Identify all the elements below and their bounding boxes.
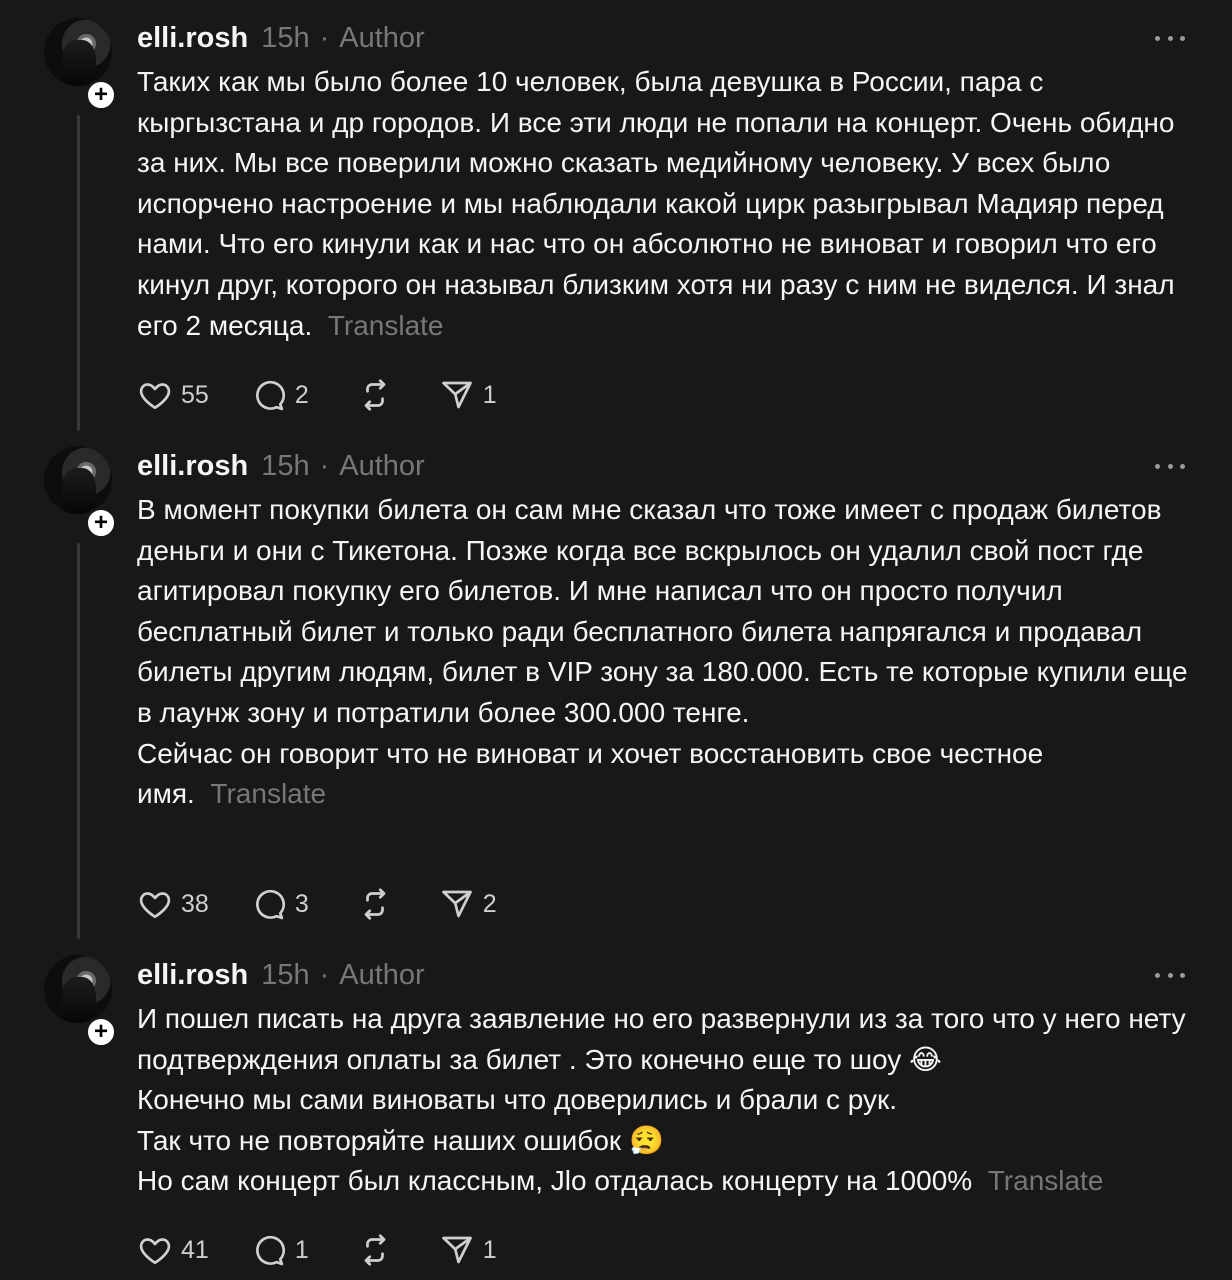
post-line: В момент покупки билета он сам мне сказал что тоже имеет с продаж билетов деньги и они с Тикетона. Позже когда все вскрылось он удалил свой пост где агитировал покупку его билетов. И мне написал что он просто получил бесплатный билет и только ради бесплатного билета напрягался и продавал билеты другим людям, билет в VIP зону за 180.000. Есть те которые купили еще в лаунж зону и потратили более 300.000 тенге.: [137, 494, 1188, 728]
translate-link[interactable]: Translate: [327, 309, 444, 341]
repost-button[interactable]: [357, 886, 393, 922]
thread-line: [77, 543, 80, 939]
post-actions: [137, 884, 497, 924]
separator: ·: [319, 21, 330, 54]
timestamp: 15h: [261, 21, 310, 54]
post-text: [137, 490, 1202, 815]
post-text: [137, 62, 1202, 346]
username[interactable]: elli.rosh: [137, 21, 249, 54]
post-line: Но сам концерт был классным, Jlo отдалась концерту на 1000%: [137, 1165, 973, 1197]
reply-count: 2: [294, 380, 309, 409]
more-options-icon[interactable]: [1155, 454, 1185, 478]
post-line: Конечно мы сами виноваты что доверились и брали с рук.: [137, 1084, 898, 1116]
like-count: 38: [181, 889, 209, 918]
like-button[interactable]: [137, 1232, 209, 1268]
heart-icon: [137, 1232, 173, 1268]
reply-button[interactable]: [251, 886, 309, 922]
author-badge: Author: [339, 958, 425, 991]
share-count: 1: [482, 380, 497, 409]
avatar[interactable]: [44, 18, 112, 86]
comment-icon: [251, 886, 287, 922]
like-count: 41: [181, 1235, 209, 1264]
username[interactable]: elli.rosh: [137, 958, 249, 991]
post-line: И пошел писать на друга заявление но его развернули из за того что у него нету подтверждения оплаты за билет . Это конечно еще то шоу 😂: [137, 1003, 1186, 1075]
reply-button[interactable]: [251, 377, 309, 413]
share-button[interactable]: [439, 1232, 497, 1268]
reply-count: 1: [294, 1235, 309, 1264]
heart-icon: [137, 886, 173, 922]
send-icon: [439, 377, 475, 413]
send-icon: [439, 1232, 475, 1268]
comment-icon: [251, 377, 287, 413]
post-header: [137, 955, 425, 995]
more-options-icon[interactable]: [1155, 963, 1185, 987]
like-count: 55: [181, 380, 209, 409]
author-badge: Author: [339, 21, 425, 54]
timestamp: 15h: [261, 449, 310, 482]
post-actions: [137, 375, 497, 415]
repost-icon: [357, 886, 393, 922]
post-text: [137, 999, 1202, 1202]
repost-icon: [357, 1232, 393, 1268]
share-count: 1: [482, 1235, 497, 1264]
like-button[interactable]: [137, 886, 209, 922]
timestamp: 15h: [261, 958, 310, 991]
translate-link[interactable]: Translate: [210, 778, 327, 810]
thread-line: [77, 115, 80, 431]
post-actions: [137, 1230, 497, 1270]
repost-button[interactable]: [357, 1232, 393, 1268]
share-count: 2: [482, 889, 497, 918]
avatar[interactable]: [44, 955, 112, 1023]
repost-icon: [357, 377, 393, 413]
like-button[interactable]: [137, 377, 209, 413]
separator: ·: [319, 958, 330, 991]
post-header: [137, 18, 425, 58]
send-icon: [439, 886, 475, 922]
post-line: Сейчас он говорит что не виноват и хочет восстановить свое честное имя.: [137, 737, 1044, 810]
reply-count: 3: [294, 889, 309, 918]
avatar[interactable]: [44, 446, 112, 514]
author-badge: Author: [339, 449, 425, 482]
comment-icon: [251, 1232, 287, 1268]
heart-icon: [137, 377, 173, 413]
post-line: Таких как мы было более 10 человек, была девушка в России, пара с кыргызстана и др городов. И все эти люди не попали на концерт. Очень обидно за них. Мы все поверили можно сказать медийному человеку. У всех было испорчено настроение и мы наблюдали какой цирк разыгрывал Мадияр перед нами. Что его кинули как и нас что он абсолютно не виноват и говорил что его кинул друг, которого он называл близким хотя ни разу с ним не виделся. И знал его 2 месяца.: [137, 66, 1175, 341]
follow-plus-icon[interactable]: +: [85, 79, 117, 111]
follow-plus-icon[interactable]: +: [85, 507, 117, 539]
post-line: Так что не повторяйте наших ошибок 😮‍💨: [137, 1124, 664, 1156]
repost-button[interactable]: [357, 377, 393, 413]
translate-link[interactable]: Translate: [987, 1165, 1104, 1197]
follow-plus-icon[interactable]: +: [85, 1016, 117, 1048]
more-options-icon[interactable]: [1155, 26, 1185, 50]
post-header: [137, 446, 425, 486]
username[interactable]: elli.rosh: [137, 449, 249, 482]
separator: ·: [319, 449, 330, 482]
share-button[interactable]: [439, 886, 497, 922]
share-button[interactable]: [439, 377, 497, 413]
reply-button[interactable]: [251, 1232, 309, 1268]
